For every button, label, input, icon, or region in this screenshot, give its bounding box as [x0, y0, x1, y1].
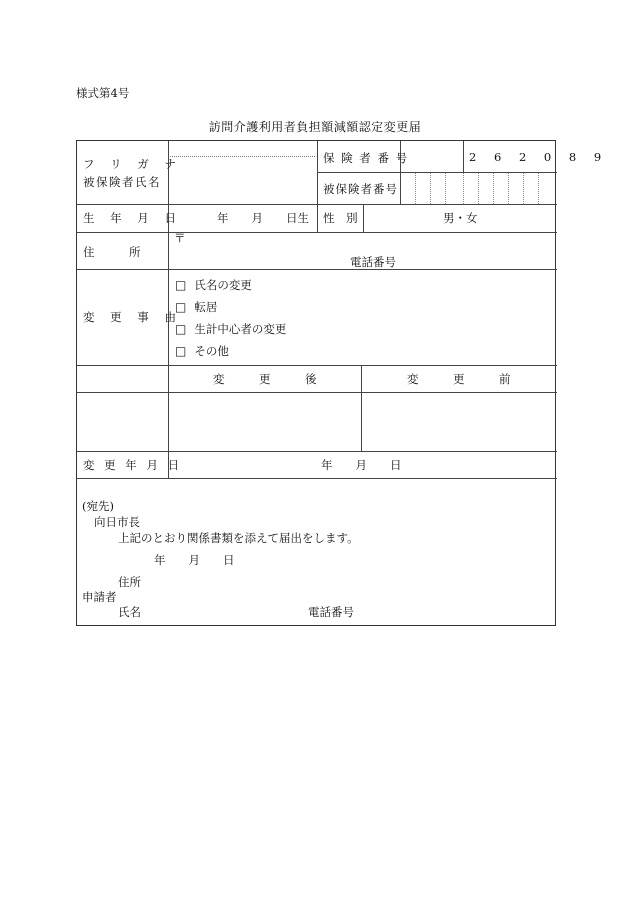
applicant-label: 申請者 — [82, 590, 117, 604]
insurer-number-label: 保 険 者 番 号 — [323, 151, 409, 165]
applicant-address-label: 住所 — [118, 575, 141, 589]
change-reason-label: 変 更 事 由 — [83, 310, 182, 324]
form-title: 訪問介護利用者負担額減額認定変更届 — [208, 120, 422, 134]
declaration-date: 年 月 日 — [154, 553, 235, 567]
row-divider — [77, 451, 557, 452]
applicant-phone-label: 電話番号 — [308, 605, 354, 619]
col-divider — [363, 204, 364, 232]
reason-option-other[interactable]: □ その他 — [175, 344, 229, 358]
digit-divider — [415, 173, 416, 204]
row-divider — [77, 392, 557, 393]
change-date-format: 年 月 日 — [321, 458, 402, 472]
insured-number-label: 被保険者番号 — [323, 182, 398, 196]
checkbox-icon[interactable]: □ — [175, 322, 187, 336]
digit-divider — [430, 173, 431, 204]
digit-divider — [508, 173, 509, 204]
row-divider — [317, 172, 557, 173]
before-change-header: 変 更 前 — [407, 372, 511, 386]
row-divider — [77, 365, 557, 366]
gender-options[interactable]: 男・女 — [443, 211, 478, 225]
birthdate-label: 生 年 月 日 — [83, 211, 182, 225]
row-divider — [77, 232, 557, 233]
col-divider — [361, 365, 362, 451]
declaration-statement: 上記のとおり関係書類を添えて届出をします。 — [118, 531, 359, 545]
row-divider — [77, 478, 557, 479]
form-number: 様式第4号 — [76, 86, 130, 100]
birthdate-format: 年 月 日生 — [217, 211, 309, 225]
digit-divider — [478, 173, 479, 204]
gender-label: 性 別 — [323, 211, 362, 225]
checkbox-icon[interactable]: □ — [175, 344, 187, 358]
furigana-label: フ リ ガ ナ — [83, 157, 182, 171]
reason-option-household-head-change[interactable]: □ 生計中心者の変更 — [175, 322, 287, 336]
digit-divider — [523, 173, 524, 204]
reason-option-move[interactable]: □ 転居 — [175, 300, 218, 314]
row-divider — [77, 269, 557, 270]
phone-label: 電話番号 — [350, 255, 396, 269]
checkbox-icon[interactable]: □ — [175, 300, 187, 314]
col-divider — [463, 141, 464, 172]
application-form-table — [76, 140, 609, 626]
postal-mark: 〒 — [174, 231, 186, 245]
insurer-number-value: 2 6 2 0 8 9 — [469, 150, 609, 164]
addressee: 向日市長 — [94, 515, 140, 529]
digit-divider — [493, 173, 494, 204]
col-divider — [317, 141, 318, 232]
address-label: 住 所 — [83, 245, 141, 259]
reason-option-name-change[interactable]: □ 氏名の変更 — [175, 278, 252, 292]
addressee-prefix: (宛先) — [82, 499, 114, 513]
change-date-label: 変 更 年 月 日 — [83, 458, 183, 472]
furigana-dotted-line — [170, 156, 315, 157]
applicant-name-label: 氏名 — [118, 605, 141, 619]
checkbox-icon[interactable]: □ — [175, 278, 187, 292]
insured-name-label: 被保険者氏名 — [83, 175, 161, 189]
digit-divider — [463, 173, 464, 204]
digit-divider — [445, 173, 446, 204]
digit-divider — [538, 173, 539, 204]
after-change-header: 変 更 後 — [213, 372, 317, 386]
